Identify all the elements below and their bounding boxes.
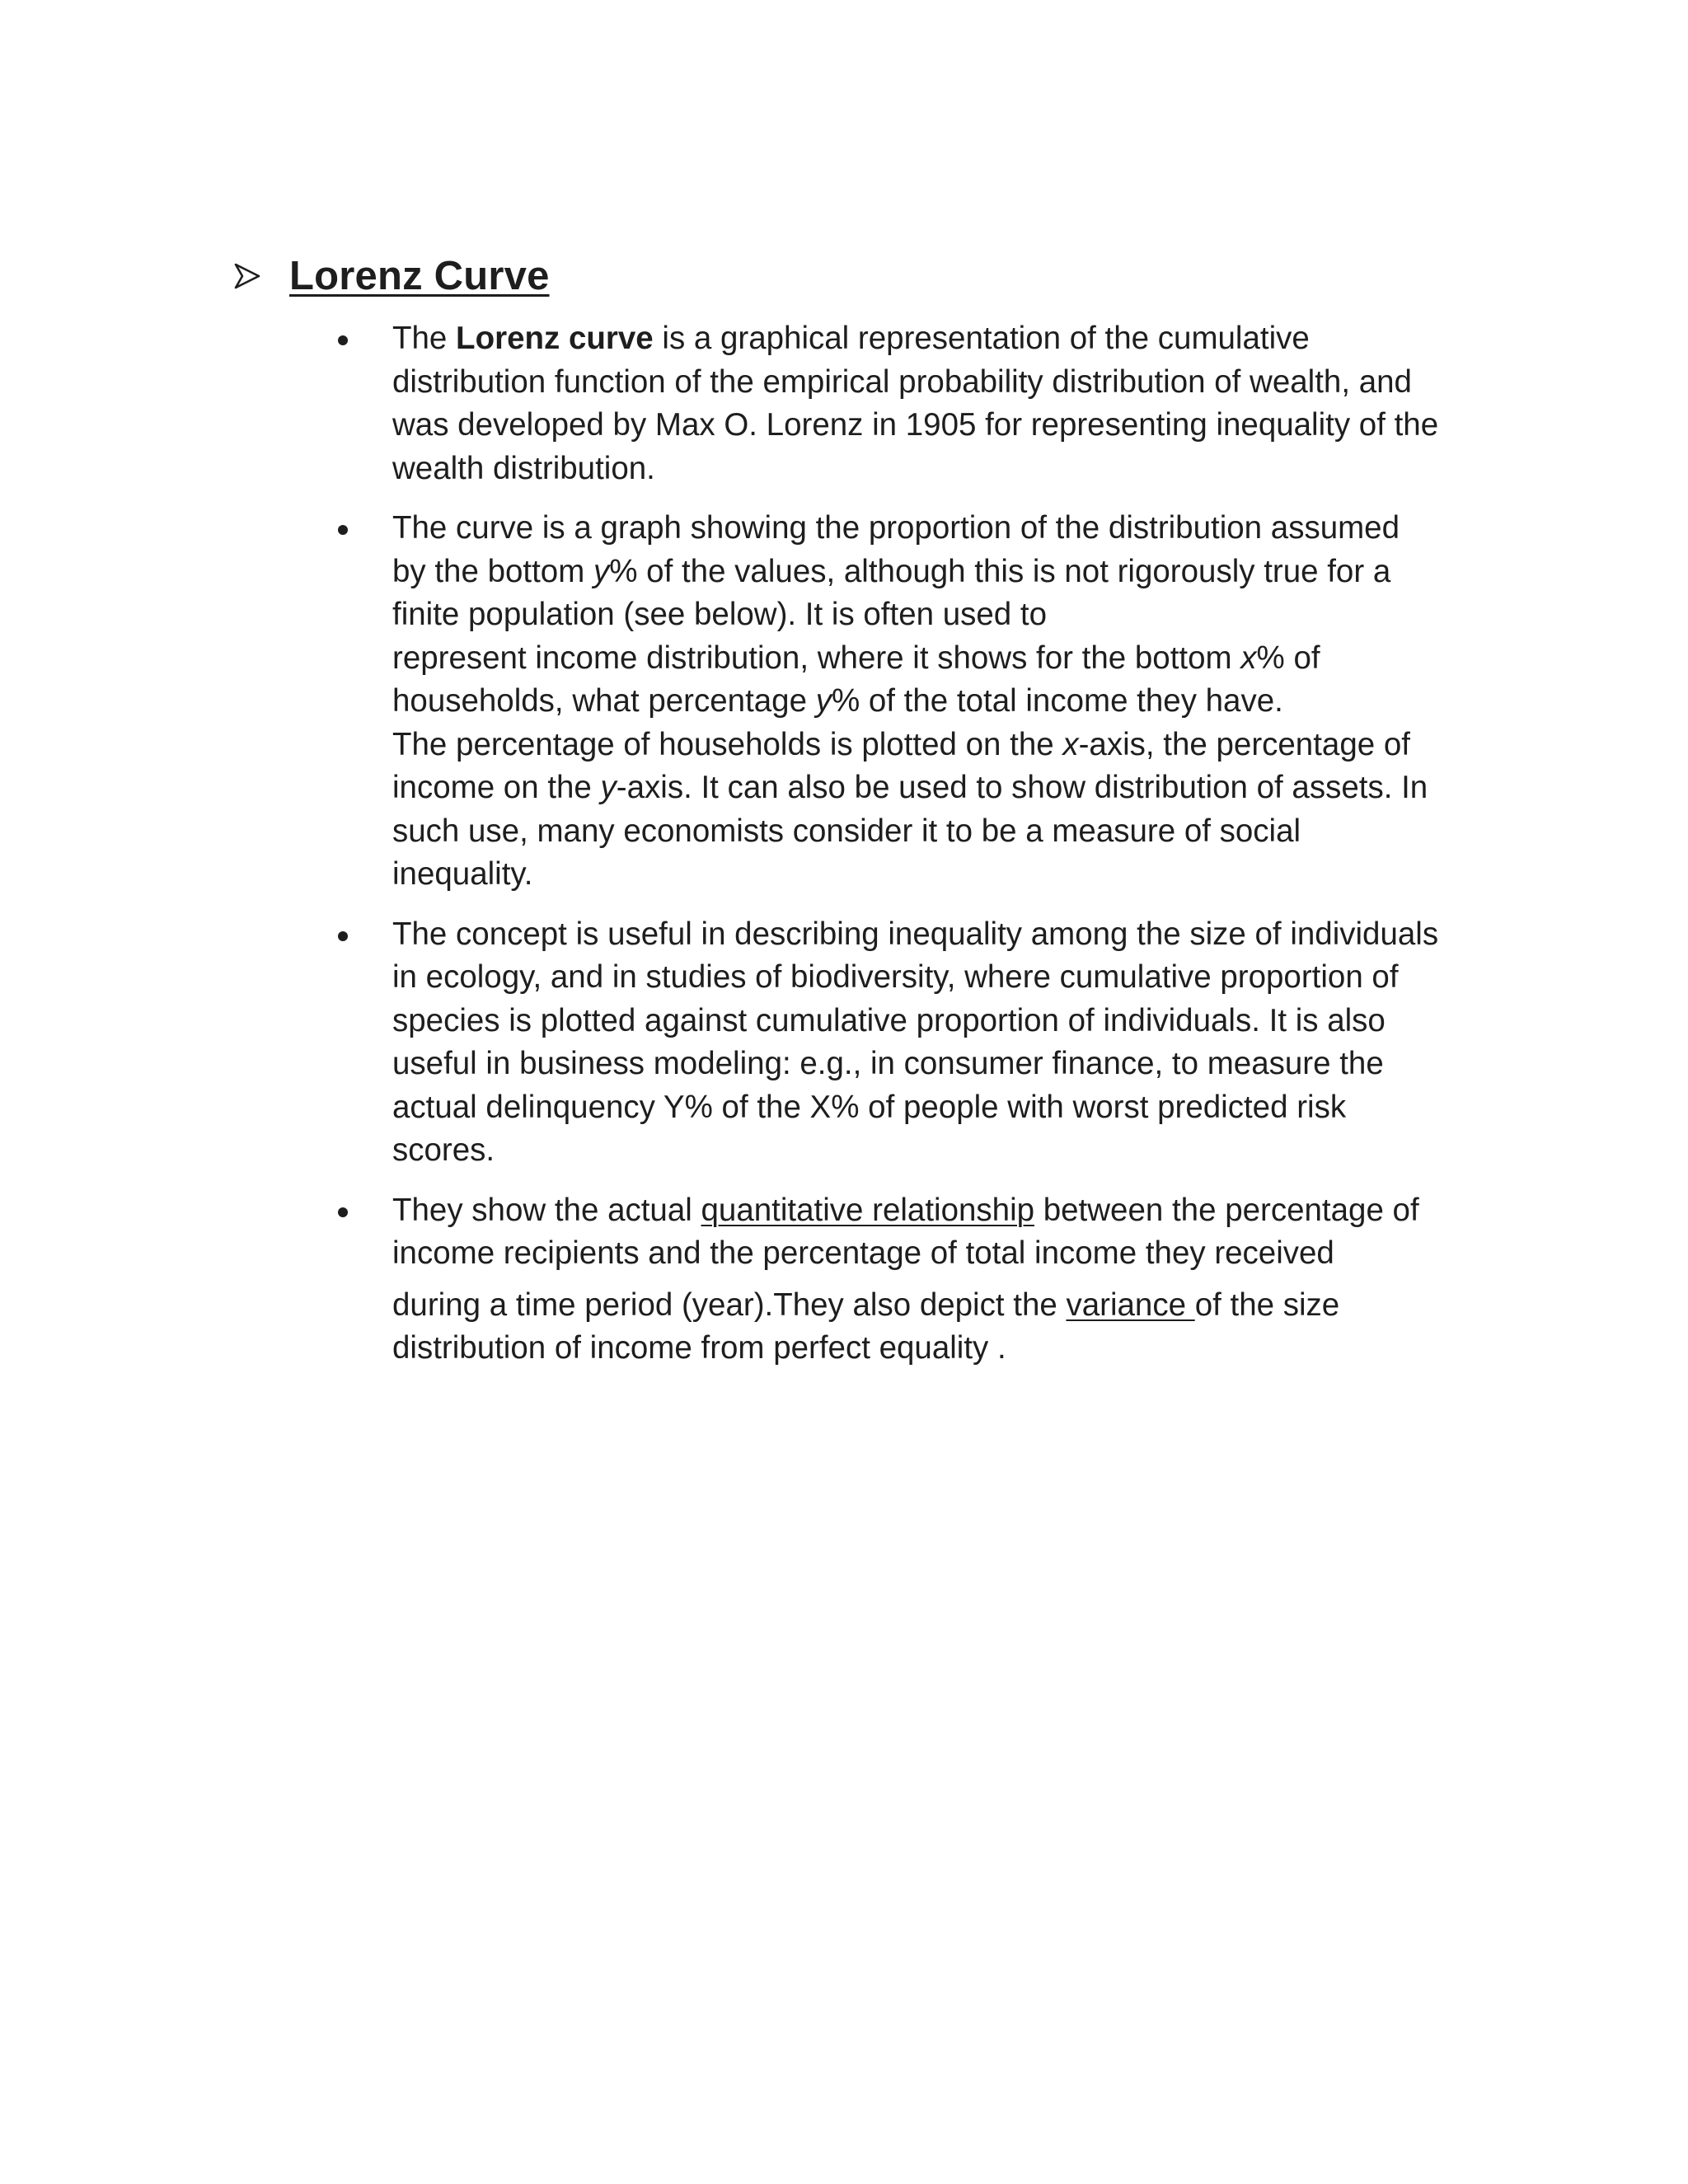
text-line: in ecology, and in studies of biodiversity, where cumulative proportion of xyxy=(392,959,1399,995)
underlined-term: variance xyxy=(1066,1286,1195,1323)
text-line: was developed by Max O. Lorenz in 1905 for representing inequality of the xyxy=(392,407,1439,443)
list-item xyxy=(392,317,1489,490)
bullet-dot-icon xyxy=(338,525,348,535)
text-line: The Lorenz curve is a graphical representation of the cumulative xyxy=(392,321,1310,356)
text-line: finite population (see below). It is often used to xyxy=(392,597,1048,632)
text-line: The percentage of households is plotted on the x-axis, the percentage of xyxy=(392,726,1410,762)
arrowhead-bullet-icon xyxy=(233,262,261,290)
bullet-list xyxy=(392,317,1489,1387)
line-gap xyxy=(392,1276,1489,1284)
bullet-dot-icon xyxy=(338,1207,348,1217)
text-line: scores. xyxy=(392,1132,495,1168)
section-heading-row xyxy=(233,247,550,305)
text-line: income recipients and the percentage of total income they received xyxy=(392,1235,1334,1271)
text-line: by the bottom y% of the values, although this is not rigorously true for a xyxy=(392,553,1391,589)
text-line: The curve is a graph showing the proportion of the distribution assumed xyxy=(392,510,1400,546)
list-item xyxy=(392,507,1489,897)
text-line: actual delinquency Y% of the X% of people with worst predicted risk xyxy=(392,1089,1347,1125)
bullet-dot-icon xyxy=(338,335,348,345)
bullet-dot-icon xyxy=(338,931,348,941)
text-line: such use, many economists consider it to be a measure of social xyxy=(392,813,1301,849)
text-line: distribution function of the empirical probability distribution of wealth, and xyxy=(392,363,1412,400)
underlined-term: quantitative relationship xyxy=(701,1192,1035,1228)
text-line: distribution of income from perfect equality . xyxy=(392,1330,1006,1366)
text-line: represent income distribution, where it shows for the bottom x% of xyxy=(392,640,1320,676)
text-line: inequality. xyxy=(392,856,533,892)
text-line: useful in business modeling: e.g., in consumer finance, to measure the xyxy=(392,1046,1384,1081)
section-heading: Lorenz Curve xyxy=(289,254,550,298)
text-line: households, what percentage y% of the total income they have. xyxy=(392,683,1283,719)
text-line: wealth distribution. xyxy=(392,450,655,486)
text-line: They show the actual quantitative relationship between the percentage of xyxy=(392,1192,1419,1228)
text-line: income on the y-axis. It can also be used to show distribution of assets. In xyxy=(392,770,1428,805)
text-line: The concept is useful in describing inequality among the size of individuals xyxy=(392,916,1439,952)
list-item xyxy=(392,913,1489,1173)
list-item xyxy=(392,1189,1489,1371)
text-line: species is plotted against cumulative proportion of individuals. It is also xyxy=(392,1002,1386,1038)
text-line: during a time period (year).They also depict the variance of the size xyxy=(392,1286,1340,1323)
